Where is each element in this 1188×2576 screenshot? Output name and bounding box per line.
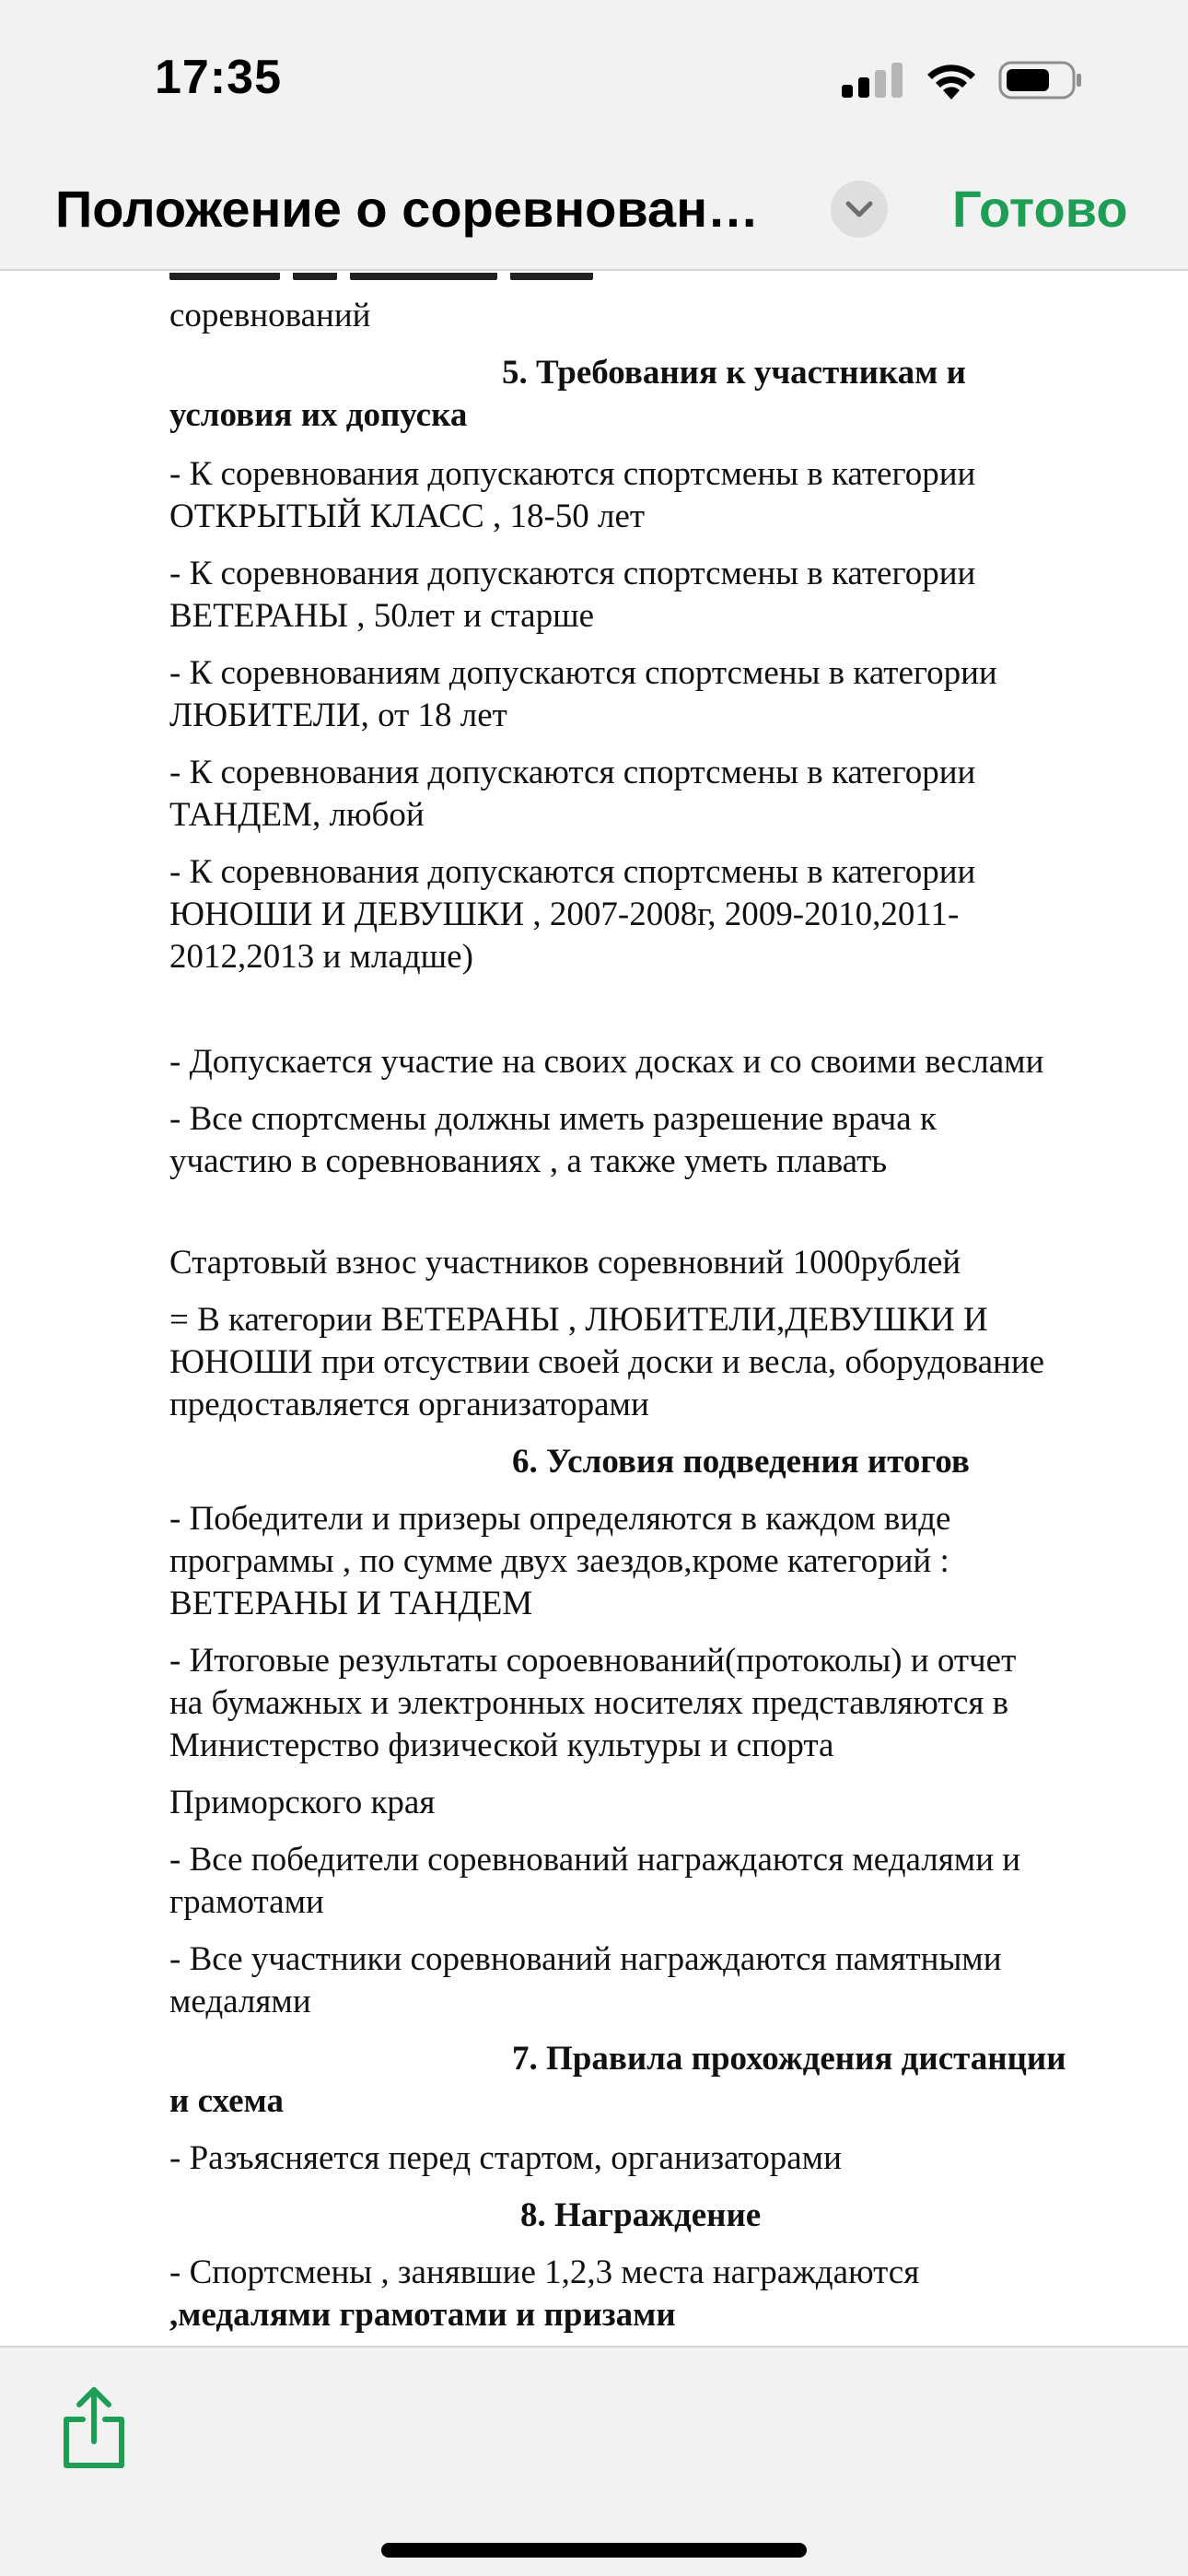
document-header — [0, 157, 1188, 271]
doc-line: участию в соревнованиях , а также уметь плавать — [169, 1142, 888, 1180]
battery-icon — [998, 61, 1083, 100]
share-icon[interactable] — [57, 2384, 131, 2473]
doc-line: ТАНДЕМ, любой — [169, 796, 425, 834]
section-heading: 7. Правила прохождения дистанции — [512, 2040, 1066, 2078]
doc-line: - К соревнованиям допускаются спортсмены в категории — [169, 654, 997, 692]
section-heading: условия их допуска — [169, 396, 468, 434]
bottom-toolbar — [0, 2346, 1188, 2576]
doc-line: ОТКРЫТЫЙ КЛАСС , 18-50 лет — [169, 498, 646, 535]
doc-line: предоставляется организаторами — [169, 1386, 649, 1423]
clipped-text-line — [169, 273, 685, 280]
doc-line: - К соревнования допускаются спортсмены в категории — [169, 555, 976, 592]
doc-line: ЮНОШИ при отсуствии своей доски и весла, оборудование — [169, 1343, 1045, 1381]
section-heading: и схема — [169, 2082, 284, 2120]
doc-line: ВЕТЕРАНЫ , 50лет и старше — [169, 597, 595, 635]
doc-line: ВЕТЕРАНЫ И ТАНДЕМ — [169, 1585, 533, 1622]
cellular-signal-icon — [842, 63, 903, 98]
doc-line: = В категории ВЕТЕРАНЫ , ЛЮБИТЕЛИ,ДЕВУШКИ И — [169, 1301, 988, 1339]
doc-line: медалями — [169, 1983, 311, 2020]
doc-line: - К соревнования допускаются спортсмены в категории — [169, 754, 976, 791]
doc-line: ЛЮБИТЕЛИ, от 18 лет — [169, 697, 507, 734]
section-heading: 8. Награждение — [520, 2196, 762, 2234]
home-indicator[interactable] — [381, 2543, 807, 2558]
doc-line: 2012,2013 и младше) — [169, 938, 473, 976]
doc-line: - Все участники соревнований награждаются памятными — [169, 1940, 1002, 1978]
doc-line: - Допускается участие на своих досках и со своими веслами — [169, 1043, 1044, 1081]
doc-line: грамотами — [169, 1883, 324, 1921]
doc-line: - Все победители соревнований награждаются медалями и — [169, 1841, 1021, 1879]
doc-line: ЮНОШИ И ДЕВУШКИ , 2007-2008г, 2009-2010,2011- — [169, 896, 960, 933]
doc-line: - Разъясняется перед стартом, организаторами — [169, 2139, 842, 2177]
doc-line: ,медалями грамотами и призами — [169, 2296, 676, 2334]
status-bar — [0, 0, 1188, 157]
doc-line: Стартовый взнос участников соревновний 1000рублей — [169, 1244, 961, 1282]
doc-line: Министерство физической культуры и спорта — [169, 1727, 834, 1764]
done-button[interactable]: Готово — [952, 180, 1128, 238]
doc-line: программы , по сумме двух заездов,кроме категорий : — [169, 1542, 949, 1580]
status-time: 17:35 — [155, 51, 282, 104]
title-menu-button[interactable] — [831, 181, 888, 238]
section-heading: 6. Условия подведения итогов — [512, 1443, 970, 1481]
wifi-icon — [925, 59, 978, 100]
document-content[interactable] — [0, 273, 1188, 2346]
doc-line: - К соревнования допускаются спортсмены в категории — [169, 853, 976, 891]
doc-line: - Итоговые результаты сороевнований(протоколы) и отчет — [169, 1642, 1017, 1680]
section-heading: 5. Требования к участникам и — [502, 354, 966, 392]
doc-line: - К соревнования допускаются спортсмены в категории — [169, 455, 976, 493]
doc-line: - Спортсмены , занявшие 1,2,3 места награждаются — [169, 2254, 920, 2291]
chevron-down-icon — [831, 181, 888, 238]
doc-line: соревнований — [169, 297, 371, 334]
doc-line: на бумажных и электронных носителях представляются в — [169, 1684, 1009, 1722]
doc-line: - Все спортсмены должны иметь разрешение врача к — [169, 1100, 937, 1138]
doc-line: - Победители и призеры определяются в каждом виде — [169, 1500, 951, 1538]
doc-line: Приморского края — [169, 1784, 436, 1821]
document-title[interactable]: Положение о соревнован… — [55, 180, 760, 238]
